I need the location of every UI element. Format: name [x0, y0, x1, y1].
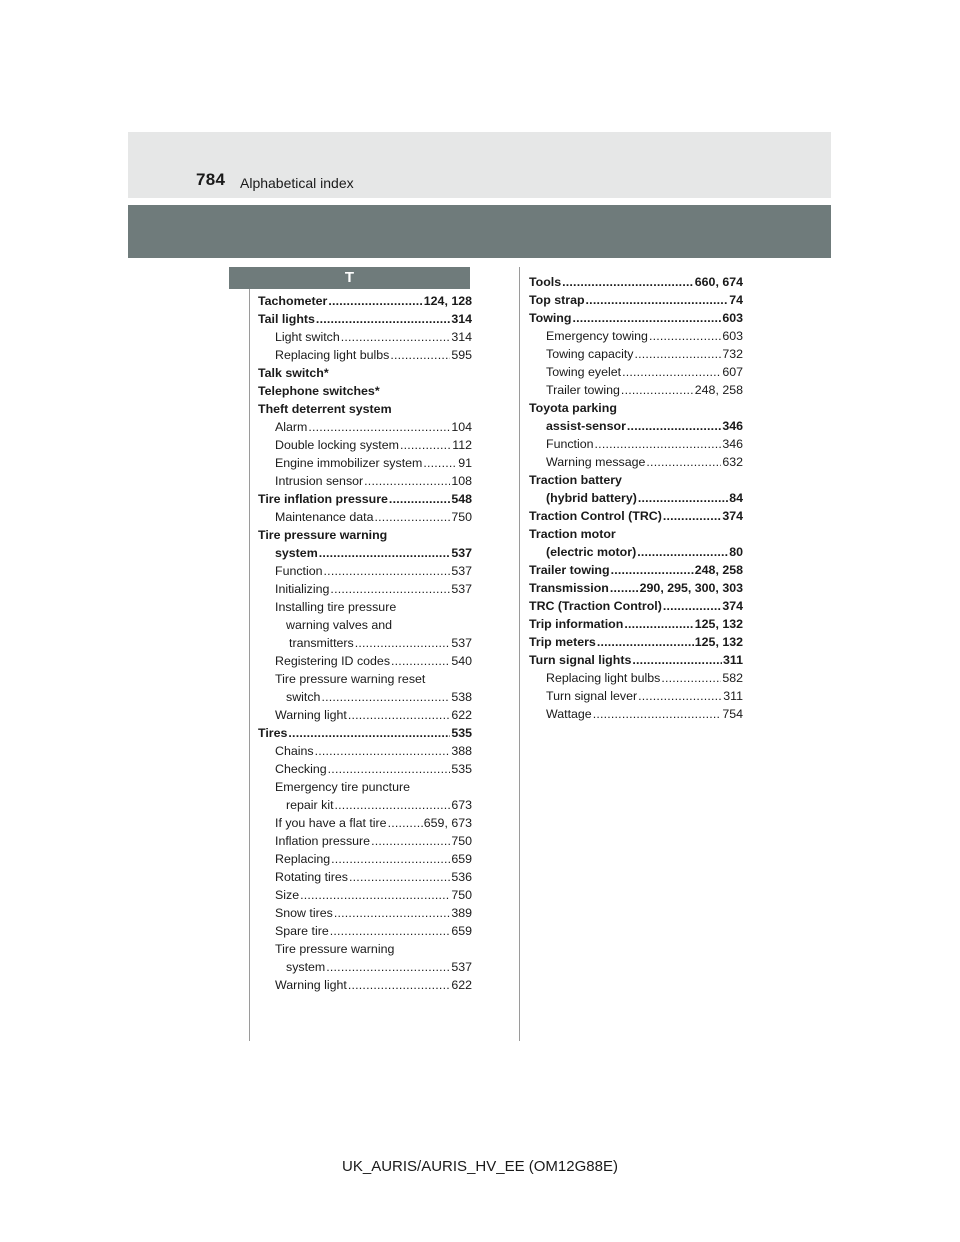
- index-entry-label: Tire pressure warning: [275, 942, 395, 956]
- dot-leader: [371, 832, 450, 850]
- index-entry-label: Light switch: [275, 330, 340, 344]
- dot-leader: [638, 687, 722, 705]
- dot-leader: [624, 615, 693, 633]
- dot-leader: [324, 562, 451, 580]
- index-entry-label: Function: [275, 564, 323, 578]
- index-entry-pages: 125, 132: [694, 617, 743, 631]
- dot-leader: [355, 634, 451, 652]
- index-entry: [529, 471, 743, 489]
- index-entry: [258, 778, 472, 796]
- index-entry-pages: 311: [723, 689, 743, 703]
- index-entry-label: Initializing: [275, 582, 330, 596]
- index-entry: [258, 310, 472, 328]
- dot-leader: [341, 328, 451, 346]
- dot-leader: [390, 346, 450, 364]
- index-entry-pages: 622: [451, 708, 472, 722]
- index-entry-pages: 346: [722, 419, 743, 433]
- index-column-right: [529, 273, 743, 723]
- index-entry-label: Towing capacity: [546, 347, 634, 361]
- index-entry-pages: 314: [451, 312, 472, 326]
- index-entry-label: Installing tire pressure: [275, 600, 397, 614]
- dot-leader: [663, 507, 721, 525]
- dot-leader: [330, 580, 450, 598]
- index-entry: [529, 651, 743, 669]
- index-entry: [258, 976, 472, 994]
- index-entry: [258, 400, 472, 418]
- index-entry-pages: 582: [722, 671, 743, 685]
- dot-leader: [649, 327, 721, 345]
- index-entry-label: Tire pressure warning: [258, 528, 388, 542]
- index-entry-pages: 537: [451, 546, 472, 560]
- dot-leader: [661, 669, 721, 687]
- index-entry-pages: 603: [722, 311, 743, 325]
- index-entry-label: If you have a flat tire: [275, 816, 387, 830]
- index-entry-label: Towing: [529, 311, 572, 325]
- index-entry-label: Toyota parking: [529, 401, 617, 415]
- index-entry: [258, 922, 472, 940]
- dot-leader: [663, 597, 721, 615]
- index-entry-label: Trailer towing: [546, 383, 620, 397]
- index-entry: [529, 543, 743, 561]
- index-entry-label: Size: [275, 888, 300, 902]
- dot-leader: [621, 381, 694, 399]
- index-entry-pages: 290, 295, 300, 303: [639, 581, 743, 595]
- index-entry-label: Checking: [275, 762, 327, 776]
- index-entry-label: Engine immobilizer system: [275, 456, 423, 470]
- dot-leader: [610, 579, 639, 597]
- dot-leader: [627, 417, 721, 435]
- dot-leader: [364, 472, 450, 490]
- index-entry: [529, 453, 743, 471]
- index-entry: [258, 346, 472, 364]
- dot-leader: [389, 490, 450, 508]
- dot-leader: [300, 886, 450, 904]
- index-entry: [529, 525, 743, 543]
- section-letter-tab: T: [229, 267, 470, 289]
- index-entry: [529, 381, 743, 399]
- dot-leader: [375, 508, 451, 526]
- index-entry: [258, 508, 472, 526]
- index-entry-pages: 124, 128: [423, 294, 472, 308]
- index-entry: [529, 615, 743, 633]
- index-entry-label: Intrusion sensor: [275, 474, 364, 488]
- index-entry: [258, 328, 472, 346]
- index-entry-pages: 314: [451, 330, 472, 344]
- document-code: UK_AURIS/AURIS_HV_EE (OM12G88E): [342, 1158, 618, 1175]
- index-entry-pages: 660, 674: [694, 275, 743, 289]
- index-entry-label: Top strap: [529, 293, 585, 307]
- index-entry-label: Registering ID codes: [275, 654, 391, 668]
- index-entry-pages: 732: [722, 347, 743, 361]
- dot-leader: [423, 454, 457, 472]
- dot-leader: [634, 345, 721, 363]
- index-entry: [258, 940, 472, 958]
- index-entry-pages: 537: [451, 960, 472, 974]
- index-entry: [529, 435, 743, 453]
- index-entry-pages: 659, 673: [423, 816, 472, 830]
- index-entry-pages: 91: [458, 456, 472, 470]
- index-entry-label: Trip information: [529, 617, 624, 631]
- index-entry-pages: 374: [722, 509, 743, 523]
- index-entry: [258, 490, 472, 508]
- dot-leader: [388, 814, 423, 832]
- index-entry-pages: 750: [451, 510, 472, 524]
- dot-leader: [400, 436, 451, 454]
- left-column-rule: [249, 289, 250, 1041]
- index-entry-label: Trailer towing: [529, 563, 610, 577]
- index-entry: [258, 382, 472, 400]
- index-entry: [529, 507, 743, 525]
- index-entry-label: Transmission: [529, 581, 609, 595]
- index-entry-label: Turn signal lights: [529, 653, 632, 667]
- dot-leader: [597, 633, 694, 651]
- index-entry: [529, 417, 743, 435]
- index-entry-pages: 659: [451, 924, 472, 938]
- index-entry-label: Traction battery: [529, 473, 622, 487]
- index-entry: [258, 364, 472, 382]
- index-entry: [529, 633, 743, 651]
- index-entry: [529, 561, 743, 579]
- index-entry-pages: 311: [723, 653, 743, 667]
- index-entry: [529, 363, 743, 381]
- index-entry-label: Theft deterrent system: [258, 402, 392, 416]
- index-entry: [529, 687, 743, 705]
- dot-leader: [348, 976, 450, 994]
- index-entry-pages: 603: [722, 329, 743, 343]
- index-entry-label: Emergency towing: [546, 329, 648, 343]
- index-entry: [258, 526, 472, 544]
- index-entry: [258, 634, 472, 652]
- index-entry-label: Tail lights: [258, 312, 315, 326]
- dot-leader: [335, 796, 451, 814]
- dot-leader: [586, 291, 729, 309]
- dot-leader: [562, 273, 694, 291]
- index-entry: [258, 724, 472, 742]
- index-entry-label: Double locking system: [275, 438, 399, 452]
- index-entry-label: (hybrid battery): [546, 491, 637, 505]
- index-entry: [529, 669, 743, 687]
- dot-leader: [637, 543, 728, 561]
- index-entry: [258, 616, 472, 634]
- index-entry-label: Tools: [529, 275, 562, 289]
- index-entry-pages: 754: [722, 707, 743, 721]
- index-entry-label: Emergency tire puncture: [275, 780, 410, 794]
- dot-leader: [331, 850, 450, 868]
- index-entry-pages: 659: [451, 852, 472, 866]
- page-number: 784: [196, 170, 226, 189]
- index-entry-pages: 108: [451, 474, 472, 488]
- index-entry-label: (electric motor): [546, 545, 637, 559]
- index-entry: [258, 580, 472, 598]
- index-entry-label: Telephone switches*: [258, 384, 380, 398]
- index-entry: [258, 832, 472, 850]
- index-entry-label: Replacing light bulbs: [275, 348, 390, 362]
- dot-leader: [308, 418, 450, 436]
- dot-leader: [319, 544, 451, 562]
- index-entry-pages: 248, 258: [694, 563, 743, 577]
- dot-leader: [321, 688, 450, 706]
- index-entry: [529, 345, 743, 363]
- right-column-rule: [519, 267, 520, 1041]
- index-entry: [258, 868, 472, 886]
- index-entry-pages: 537: [451, 582, 472, 596]
- dot-leader: [349, 868, 450, 886]
- dot-leader: [572, 309, 721, 327]
- dot-leader: [288, 724, 450, 742]
- dot-leader: [391, 652, 450, 670]
- section-banner: [128, 205, 831, 258]
- index-entry-pages: 125, 132: [694, 635, 743, 649]
- index-entry-label: Tires: [258, 726, 288, 740]
- index-entry-pages: 80: [729, 545, 743, 559]
- index-entry-label: repair kit: [286, 798, 334, 812]
- index-entry-label: Trip meters: [529, 635, 596, 649]
- index-entry-label: Replacing light bulbs: [546, 671, 661, 685]
- index-entry-pages: 595: [451, 348, 472, 362]
- index-entry-pages: 248, 258: [694, 383, 743, 397]
- dot-leader: [632, 651, 722, 669]
- index-entry-pages: 536: [451, 870, 472, 884]
- index-entry-label: Maintenance data: [275, 510, 374, 524]
- index-entry-label: Tachometer: [258, 294, 328, 308]
- index-entry-pages: 607: [722, 365, 743, 379]
- index-entry-label: Spare tire: [275, 924, 329, 938]
- dot-leader: [330, 922, 451, 940]
- index-entry-label: Traction motor: [529, 527, 616, 541]
- index-entry-label: system: [286, 960, 326, 974]
- dot-leader: [646, 453, 721, 471]
- dot-leader: [326, 958, 450, 976]
- index-entry-label: Turn signal lever: [546, 689, 638, 703]
- dot-leader: [593, 705, 722, 723]
- index-entry: [258, 688, 472, 706]
- index-entry-pages: 537: [451, 636, 472, 650]
- index-entry-pages: 84: [729, 491, 743, 505]
- index-entry-label: Warning light: [275, 708, 347, 722]
- index-entry-pages: 389: [451, 906, 472, 920]
- index-entry-pages: 673: [451, 798, 472, 812]
- index-entry: [258, 436, 472, 454]
- index-entry: [258, 706, 472, 724]
- dot-leader: [611, 561, 694, 579]
- dot-leader: [638, 489, 728, 507]
- index-entry-pages: 104: [451, 420, 472, 434]
- index-entry-label: transmitters: [289, 636, 354, 650]
- header-band: [128, 132, 831, 198]
- index-entry: [258, 562, 472, 580]
- index-entry-pages: 374: [722, 599, 743, 613]
- page-title: Alphabetical index: [240, 175, 354, 191]
- index-entry: [258, 544, 472, 562]
- index-entry: [258, 292, 472, 310]
- index-entry: [258, 760, 472, 778]
- index-entry: [529, 291, 743, 309]
- index-entry-label: warning valves and: [286, 618, 393, 632]
- index-entry: [258, 958, 472, 976]
- index-entry: [529, 579, 743, 597]
- index-entry-label: Function: [546, 437, 594, 451]
- index-entry-pages: 538: [451, 690, 472, 704]
- index-entry: [258, 796, 472, 814]
- index-entry: [258, 886, 472, 904]
- index-entry-label: Wattage: [546, 707, 592, 721]
- index-entry-label: Talk switch*: [258, 366, 329, 380]
- index-entry-pages: 540: [451, 654, 472, 668]
- index-entry: [258, 454, 472, 472]
- index-entry-pages: 388: [451, 744, 472, 758]
- dot-leader: [595, 435, 722, 453]
- index-entry: [529, 399, 743, 417]
- index-entry-pages: 112: [452, 438, 472, 452]
- index-entry: [529, 309, 743, 327]
- index-entry-label: Tire pressure warning reset: [275, 672, 426, 686]
- index-entry-pages: 548: [451, 492, 472, 506]
- index-entry-pages: 74: [729, 293, 743, 307]
- index-entry: [258, 814, 472, 832]
- index-entry: [529, 327, 743, 345]
- index-entry-pages: 632: [722, 455, 743, 469]
- index-entry-pages: 622: [451, 978, 472, 992]
- dot-leader: [622, 363, 721, 381]
- index-entry-label: Inflation pressure: [275, 834, 371, 848]
- index-entry-pages: 537: [451, 564, 472, 578]
- index-entry: [258, 418, 472, 436]
- index-entry-label: Snow tires: [275, 906, 333, 920]
- dot-leader: [348, 706, 450, 724]
- index-entry: [258, 742, 472, 760]
- dot-leader: [328, 760, 451, 778]
- index-entry-pages: 535: [451, 726, 472, 740]
- index-entry-label: Warning light: [275, 978, 347, 992]
- index-entry-label: Alarm: [275, 420, 308, 434]
- index-entry-pages: 535: [451, 762, 472, 776]
- dot-leader: [316, 310, 450, 328]
- index-entry-label: Rotating tires: [275, 870, 349, 884]
- index-entry: [258, 670, 472, 688]
- index-entry-pages: 346: [722, 437, 743, 451]
- index-entry-pages: 750: [451, 888, 472, 902]
- index-entry: [529, 489, 743, 507]
- index-entry-label: switch: [286, 690, 321, 704]
- index-entry-label: Towing eyelet: [546, 365, 622, 379]
- index-entry-label: Chains: [275, 744, 314, 758]
- index-entry-pages: 750: [451, 834, 472, 848]
- index-entry-label: TRC (Traction Control): [529, 599, 662, 613]
- dot-leader: [315, 742, 451, 760]
- index-entry-label: Replacing: [275, 852, 331, 866]
- index-entry-label: Traction Control (TRC): [529, 509, 662, 523]
- index-entry: [529, 597, 743, 615]
- index-entry: [529, 705, 743, 723]
- index-entry: [258, 472, 472, 490]
- index-entry: [258, 598, 472, 616]
- index-entry: [258, 904, 472, 922]
- index-entry-label: assist-sensor: [546, 419, 626, 433]
- index-entry: [258, 850, 472, 868]
- index-entry-label: Tire inflation pressure: [258, 492, 388, 506]
- index-column-left: [258, 292, 472, 994]
- index-entry-label: Warning message: [546, 455, 646, 469]
- index-entry: [529, 273, 743, 291]
- index-entry-label: system: [275, 546, 318, 560]
- dot-leader: [334, 904, 450, 922]
- dot-leader: [328, 292, 422, 310]
- index-entry: [258, 652, 472, 670]
